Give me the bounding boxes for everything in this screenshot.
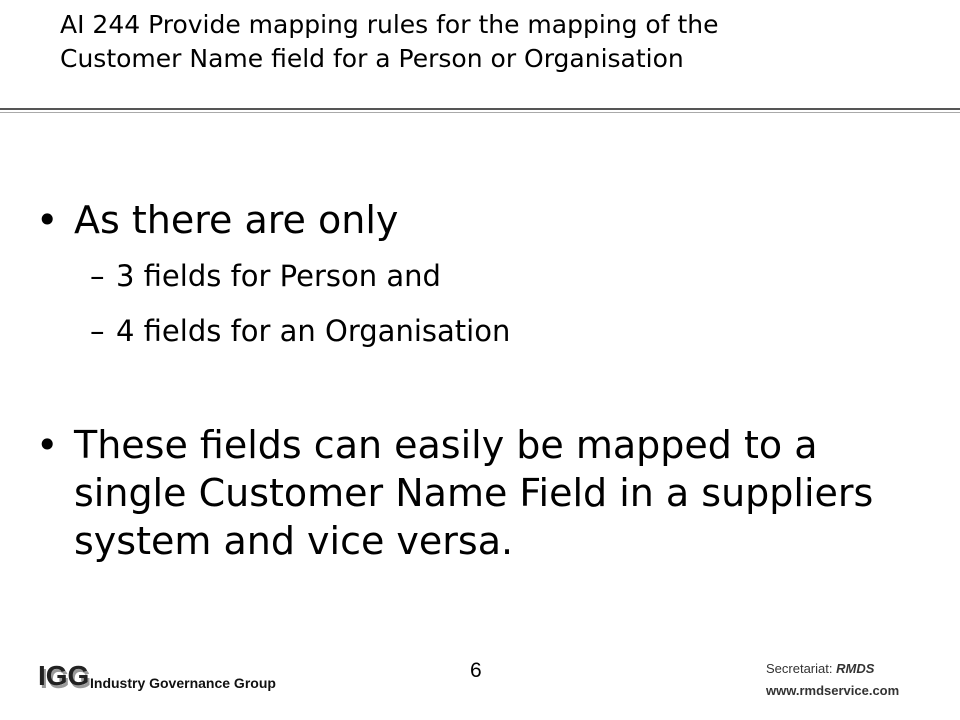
bullet-text-2 <box>74 421 934 565</box>
sub-bullet-marker: – <box>90 259 105 293</box>
slide-title-line-1: AI 244 Provide mapping rules for the mapping of the <box>60 10 719 39</box>
slide-title-line-2: Customer Name field for a Person or Organisation <box>60 44 684 73</box>
website-link[interactable]: www.rmdservice.com <box>766 683 900 698</box>
title-divider <box>0 108 960 110</box>
org-name: Industry Governance Group <box>90 675 276 691</box>
secretariat-line <box>766 660 874 677</box>
sub-bullet-person: 3 fields for Person and <box>116 259 441 293</box>
secretariat-label: Secretariat: <box>766 661 833 676</box>
slide-title <box>60 8 940 76</box>
bullet-marker: • <box>36 198 59 242</box>
bullet-2-line-2: single Customer Name Field in a suppliers <box>74 471 874 515</box>
secretariat-name: RMDS <box>836 661 875 676</box>
bullet-text-1 <box>74 196 934 244</box>
igg-logo: IGG <box>38 660 90 691</box>
bullet-1-line-1: As there are only <box>74 198 399 242</box>
page-number: 6 <box>470 659 482 682</box>
bullet-marker: • <box>36 423 59 467</box>
sub-bullet-marker: – <box>90 314 105 348</box>
bullet-2-line-3: system and vice versa. <box>74 519 514 563</box>
sub-bullet-organisation: 4 fields for an Organisation <box>116 314 511 348</box>
bullet-2-line-1: These fields can easily be mapped to a <box>74 423 818 467</box>
title-divider-shadow <box>0 112 960 113</box>
